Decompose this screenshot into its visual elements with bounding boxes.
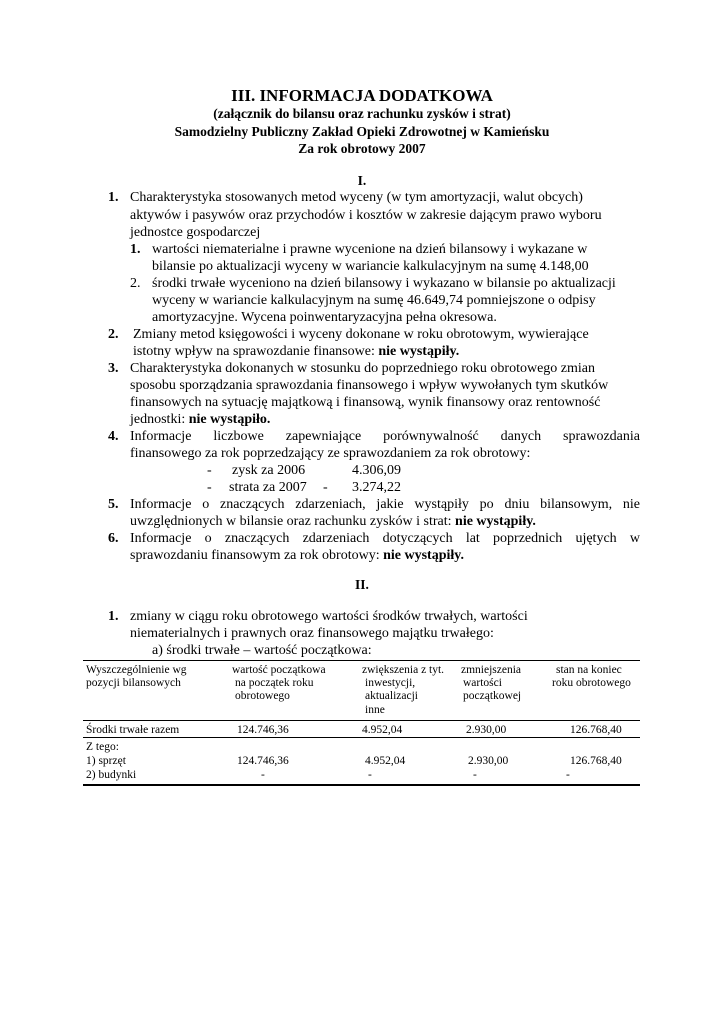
table-header-col-1: Wyszczególnienie wg pozycji bilansowych <box>86 664 187 690</box>
item-1-sub-2-line-2: wyceny w wariancie kalkulacyjnym na sumę 46.649,74 pomniejszone o odpisy <box>152 293 596 308</box>
table-header-col-3: zwiększenia z tyt. inwestycji, aktualizacji inne <box>362 664 445 716</box>
item-1-line-1: Charakterystyka stosowanych metod wyceny (w tym amortyzacji, walut obcych) <box>130 190 583 205</box>
item-4-line-1: Informacje liczbowe zapewniające porównywalność danych sprawozdania <box>130 429 640 444</box>
item-5-line-1: Informacje o znaczących zdarzeniach, jakie wystąpiły po dniu bilansowym, nie <box>130 497 640 512</box>
item-1-line-2: aktywów i pasywów oraz przychodów i kosztów w zakresie dającym prawo wyboru <box>130 208 602 223</box>
item-6-line-2: sprawozdaniu finansowym za rok obrotowy: nie wystąpiły. <box>130 548 465 563</box>
table-row-1-end: 126.768,40 <box>570 755 622 767</box>
table-row-2-decrease: - <box>473 769 477 781</box>
item-3-line-4: jednostki: nie wystąpiło. <box>130 412 271 427</box>
item-6-number: 6. <box>108 531 119 546</box>
item-4-row-1-dash: - <box>207 463 212 478</box>
table-row-total-start: 124.746,36 <box>237 724 289 736</box>
document-subtitle: (załącznik do bilansu oraz rachunku zysków i strat) <box>213 106 511 121</box>
table-header-rule <box>83 720 640 721</box>
item-1-sub-1-line-2: bilansie po aktualizacji wyceny w wariancie kalkulacyjnym na sumę 4.148,00 <box>152 259 589 274</box>
table-row-2-end: - <box>566 769 570 781</box>
item-4-row-1-value: 4.306,09 <box>352 463 401 478</box>
item-4-number: 4. <box>108 429 119 444</box>
table-header-col-5: stan na koniec roku obrotowego <box>552 664 631 690</box>
item-1-sub-2-line-3: amortyzacyjne. Wycena poinwentaryzacyjna pełna okresowa. <box>152 310 497 325</box>
item-1-sub-1-number: 1. <box>130 242 141 257</box>
table-row-total-end: 126.768,40 <box>570 724 622 736</box>
item-2-answer: nie wystąpiły. <box>378 344 460 359</box>
item-4-row-2-label: strata za 2007 <box>229 480 307 495</box>
table-z-tego-label: Z tego: <box>86 741 119 753</box>
item-6-line-1: Informacje o znaczących zdarzeniach dotyczących lat poprzednich ujętych w <box>130 531 640 546</box>
section-ii-item-1-line-2: niematerialnych i prawnych oraz finansowego majątku trwałego: <box>130 626 494 641</box>
item-3-line-2: sposobu sporządzania sprawozdania finansowego i wpływ wywołanych tym skutków <box>130 378 609 393</box>
item-4-line-2: finansowego za rok poprzedzający ze sprawozdaniem za rok obrotowy: <box>130 446 531 461</box>
table-row-2-label: 2) budynki <box>86 769 137 781</box>
item-2-number: 2. <box>108 327 119 342</box>
item-3-answer: nie wystąpiło. <box>188 412 271 427</box>
table-top-rule <box>83 660 640 661</box>
item-1-line-3: jednostce gospodarczej <box>130 225 261 240</box>
item-4-row-1-label: zysk za 2006 <box>232 463 306 478</box>
table-bottom-rule <box>83 784 640 786</box>
item-1-number: 1. <box>108 190 119 205</box>
section-ii-item-1-number: 1. <box>108 609 119 624</box>
item-5-answer: nie wystąpiły. <box>455 514 536 529</box>
table-header-col-4: zmniejszenia wartości początkowej <box>461 664 522 703</box>
institution-name: Samodzielny Publiczny Zakład Opieki Zdrowotnej w Kamieńsku <box>174 124 550 139</box>
item-6-answer: nie wystąpiły. <box>383 548 465 563</box>
table-row-1-start: 124.746,36 <box>237 755 289 767</box>
item-4-row-2-value: 3.274,22 <box>352 480 401 495</box>
table-row-1-increase: 4.952,04 <box>365 755 406 767</box>
fiscal-period: Za rok obrotowy 2007 <box>298 141 426 156</box>
table-row-1-label: 1) sprzęt <box>86 755 126 767</box>
document-title: III. INFORMACJA DODATKOWA <box>231 86 493 105</box>
table-header-col-2: wartość początkowa na początek roku obrotowego <box>232 664 326 703</box>
item-3-line-1: Charakterystyka dokonanych w stosunku do poprzedniego roku obrotowego zmian <box>130 361 596 376</box>
item-3-line-3: finansowych na sytuację majątkową i finansową, wynik finansowy oraz rentowność <box>130 395 601 410</box>
item-5-line-2: uwzględnionych w bilansie oraz rachunku zysków i strat: nie wystąpiły. <box>130 514 536 529</box>
section-ii-item-1-sub-a: a) środki trwałe – wartość początkowa: <box>152 643 372 658</box>
item-3-number: 3. <box>108 361 119 376</box>
section-i-heading: I. <box>357 173 367 188</box>
section-ii-item-1-line-1: zmiany w ciągu roku obrotowego wartości środków trwałych, wartości <box>130 609 528 624</box>
table-row-1-decrease: 2.930,00 <box>468 755 509 767</box>
item-1-sub-2-number: 2. <box>130 276 141 291</box>
table-row-2-start: - <box>261 769 265 781</box>
section-ii-heading: II. <box>355 577 369 592</box>
table-total-rule <box>83 737 640 738</box>
item-4-row-2-dash: - <box>207 480 212 495</box>
item-1-sub-2-line-1: środki trwałe wyceniono na dzień bilansowy i wykazano w bilansie po aktualizacji <box>152 276 616 291</box>
item-1-sub-1-line-1: wartości niematerialne i prawne wycenione na dzień bilansowy i wykazane w <box>152 242 588 257</box>
item-4-row-2-dash-2: - <box>323 480 328 495</box>
table-row-2-increase: - <box>368 769 372 781</box>
item-2-line-1: Zmiany metod księgowości i wyceny dokonane w roku obrotowym, wywierające <box>133 327 589 342</box>
table-row-total-label: Środki trwałe razem <box>86 724 180 736</box>
table-row-total-increase: 4.952,04 <box>362 724 403 736</box>
item-2-line-2: istotny wpływ na sprawozdanie finansowe: nie wystąpiły. <box>133 344 460 359</box>
item-5-number: 5. <box>108 497 119 512</box>
table-row-total-decrease: 2.930,00 <box>466 724 507 736</box>
